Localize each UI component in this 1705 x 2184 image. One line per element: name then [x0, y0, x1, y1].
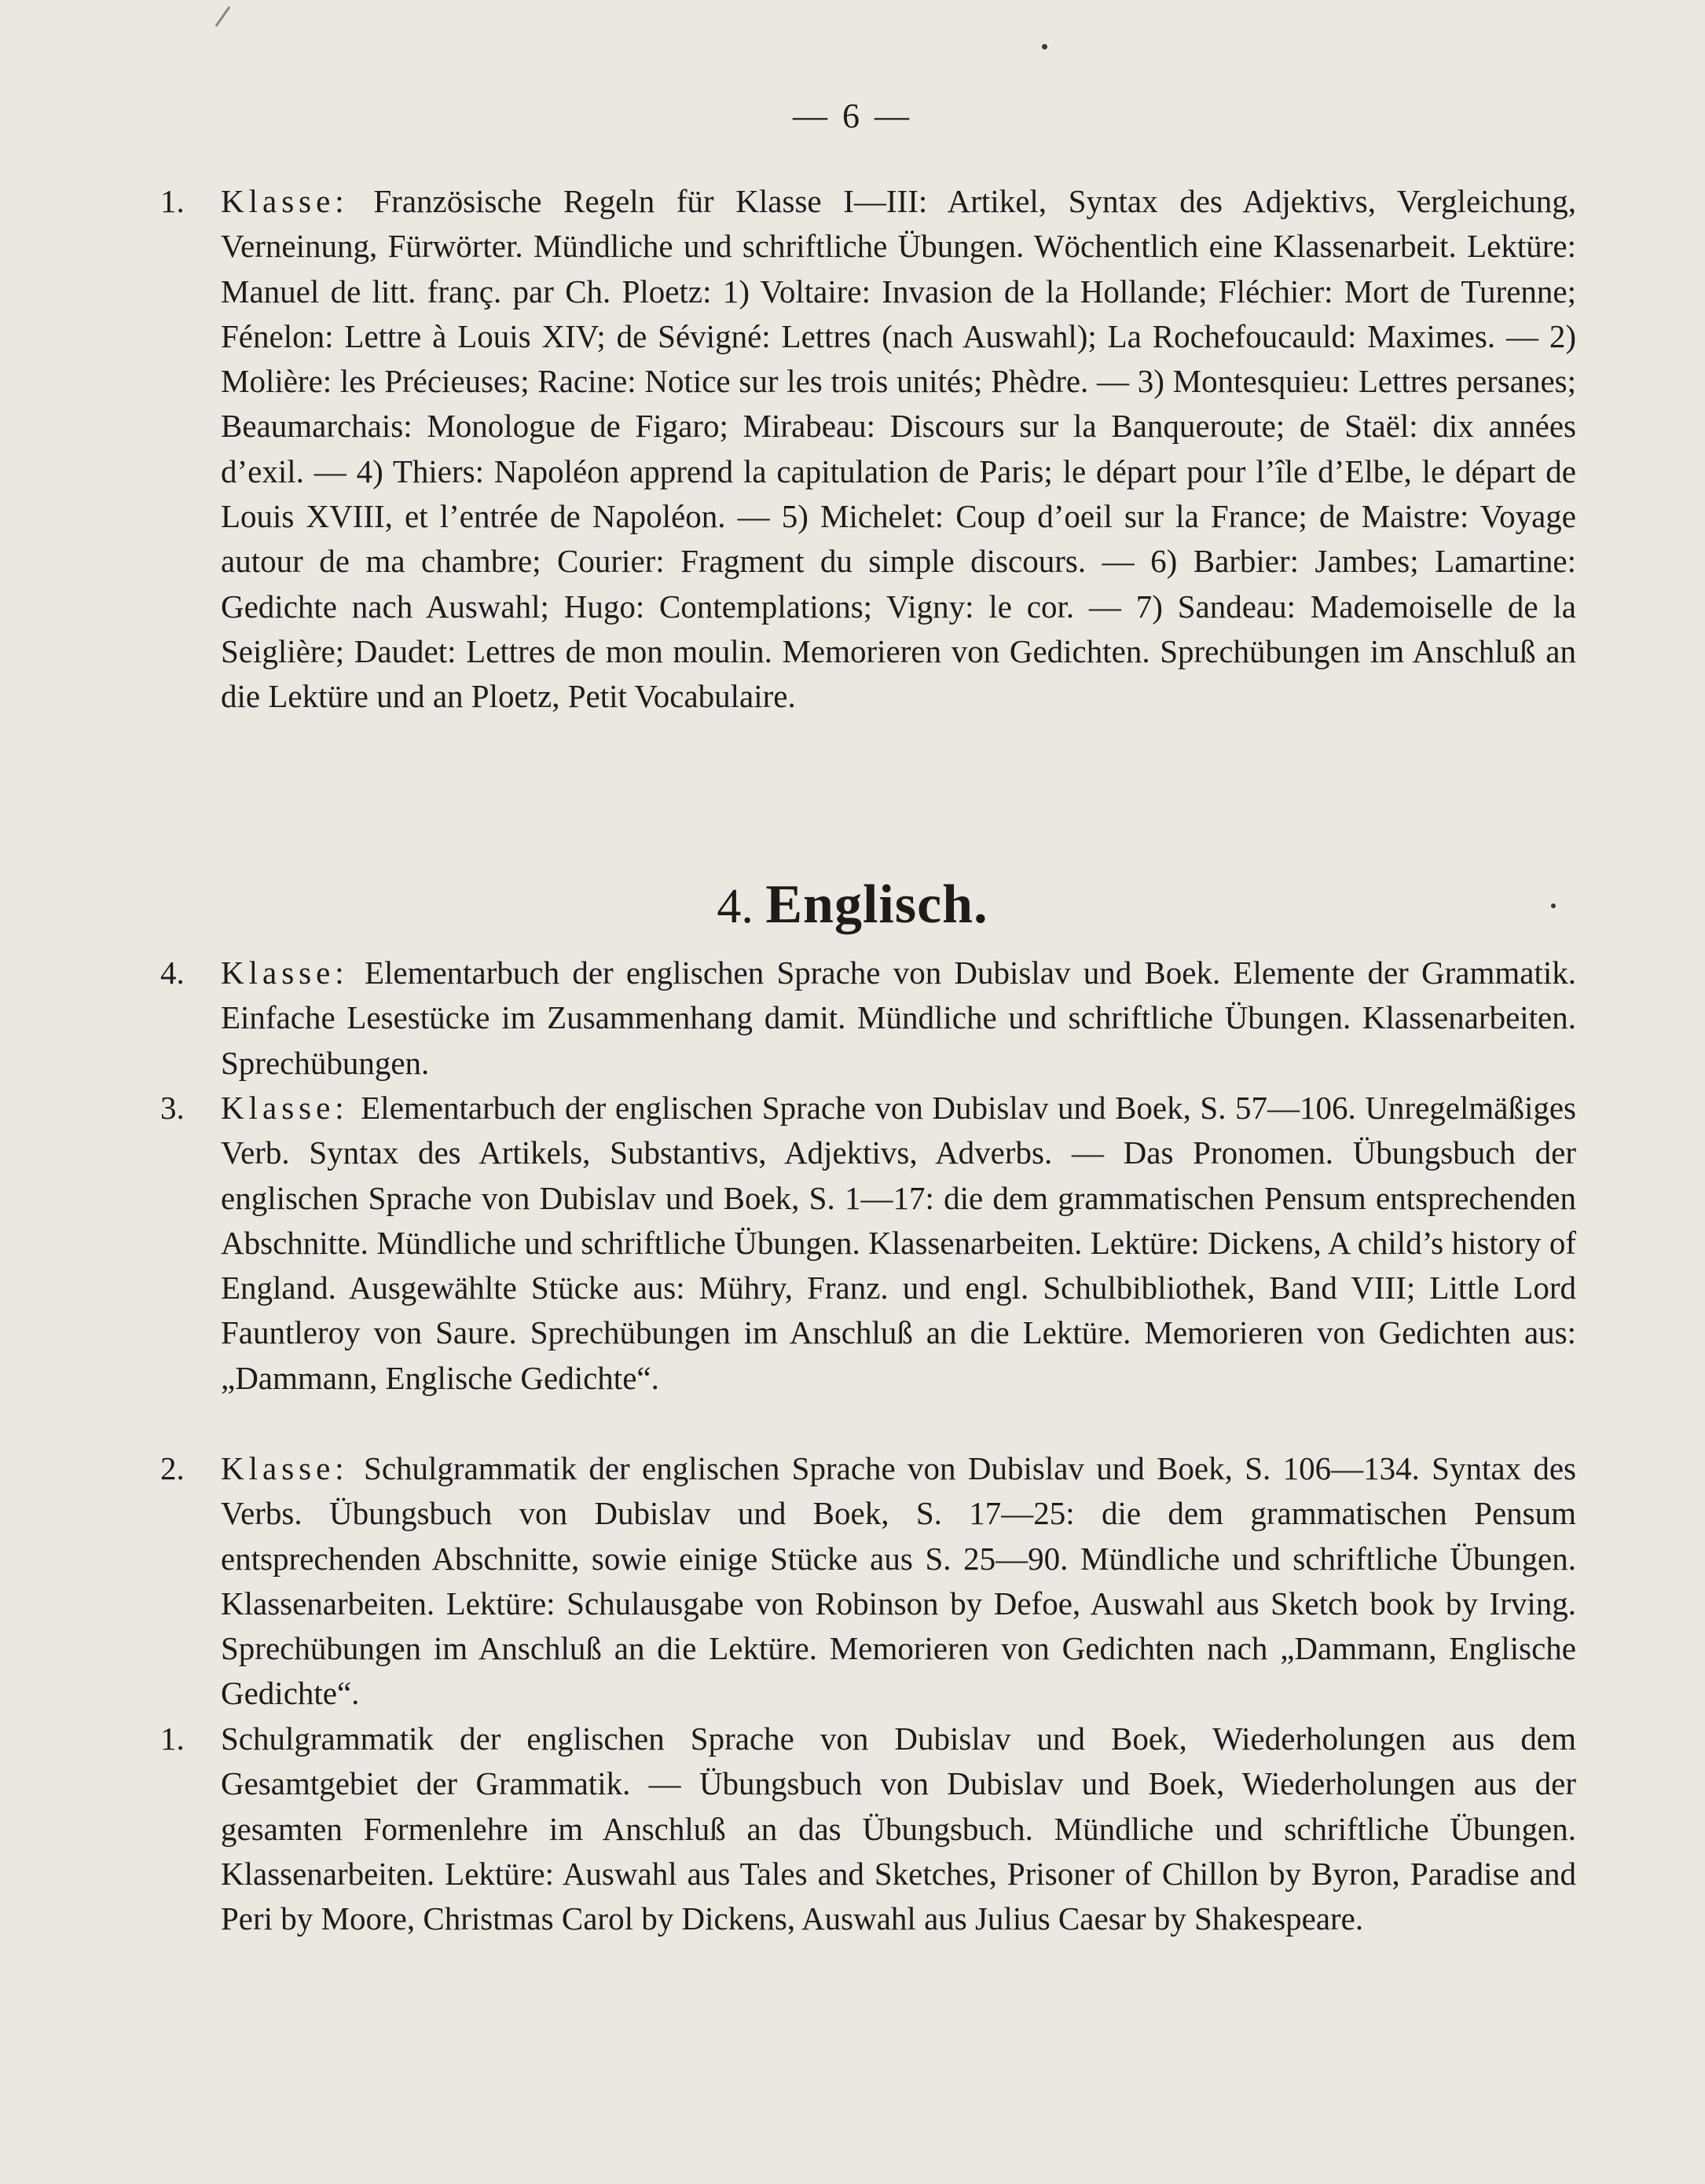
paragraph-text: Elementarbuch der englischen Sprache von Dubislav und Boek, S. 57—106. Unregelmäßiges Verb. Syntax des Artikels, Substantivs, Adjektivs, Adverbs. — Das Pronomen. Übungsbuch der englischen Sprache von Dubislav und Boek, S. 1—17: die dem grammatischen Pensum entsprechenden Abschnitte. Mündliche und schriftliche Übungen. Klassenarbeiten. Lektüre: Dickens, A child’s history of England. Ausgewählte Stücke aus: Mühry, Franz. und engl. Schulbibliothek, Band VIII; Little Lord Fauntleroy von Saure. Sprechübungen im Anschluß an die Lektüre. Memorieren von Gedichten aus: „Dammann, Englische Gedichte“. — [221, 1090, 1577, 1396]
english-class-1-paragraph — [162, 1717, 1576, 1941]
paragraph-text: Schulgrammatik der englischen Sprache von Dubislav und Boek, S. 106—134. Syntax des Verbs. Übungsbuch von Dubislav und Boek, S. 17—25: die dem grammatischen Pensum entsprechenden Abschnitte, sowie einige Stücke aus S. 25—90. Mündliche und schriftliche Übungen. Klassenarbeiten. Lektüre: Schulausgabe von Robinson by Defoe, Auswahl aus Sketch book by Irving. Sprechübungen im Anschluß an die Lektüre. Memorieren von Gedichten nach „Dammann, Englische Gedichte“. — [221, 1450, 1577, 1712]
paragraph-text: Schulgrammatik der englischen Sprache von Dubislav und Boek, Wiederholungen aus dem Gesamtgebiet der Grammatik. — Übungsbuch von Dubislav und Boek, Wiederholungen aus der gesamten Formenlehre im Anschluß an das Übungsbuch. Mündliche und schriftliche Übungen. Klassenarbeiten. Lektüre: Auswahl aus Tales and Sketches, Prisoner of Chillon by Byron, Paradise and Peri by Moore, Christmas Carol by Dickens, Auswahl aus Julius Caesar by Shakespeare. — [221, 1720, 1576, 1937]
section-number: 4. — [717, 880, 754, 933]
english-class-2-paragraph — [162, 1446, 1576, 1717]
klasse-label: Klasse: — [221, 1090, 349, 1126]
paper-speck — [1042, 44, 1047, 49]
french-class-1-paragraph — [162, 179, 1576, 720]
english-class-3-paragraph — [162, 1086, 1576, 1401]
klasse-label: Klasse: — [221, 183, 349, 219]
class-number: 1. — [160, 1720, 185, 1757]
klasse-label: Klasse: — [221, 955, 349, 991]
klasse-label: Klasse: — [221, 1450, 349, 1486]
class-number: 2. — [160, 1450, 185, 1486]
section-heading — [0, 874, 1705, 938]
class-number: 4. — [160, 955, 185, 991]
class-number: 3. — [160, 1090, 185, 1126]
paragraph-text: Französische Regeln für Klasse I—III: Artikel, Syntax des Adjektivs, Vergleichung, Verneinung, Fürwörter. Mündliche und schriftliche Übungen. Wöchentlich eine Klassenarbeit. Lektüre: Manuel de litt. franç. par Ch. Ploetz: 1) Voltaire: Invasion de la Hollande; Fléchier: Mort de Turenne; Fénelon: Lettre à Louis XIV; de Sévigné: Lettres (nach Auswahl); La Rochefoucauld: Maximes. — 2) Molière: les Précieuses; Racine: Notice sur les trois unités; Phèdre. — 3) Montesquieu: Lettres persanes; Beaumarchais: Monologue de Figaro; Mirabeau: Discours sur la Banqueroute; de Staël: dix années d’exil. — 4) Thiers: Napoléon apprend la capitulation de Paris; le départ pour l’île d’Elbe, le départ de Louis XVIII, et l’entrée de Napoléon. — 5) Michelet: Coup d’oeil sur la France; de Maistre: Voyage autour de ma chambre; Courier: Fragment du simple discours. — 6) Barbier: Jambes; Lamartine: Gedichte nach Auswahl; Hugo: Contemplations; Vigny: le cor. — 7) Sandeau: Mademoiselle de la Seiglière; Daudet: Lettres de mon moulin. Memorieren von Gedichten. Sprechübungen im Anschluß an die Lektüre und an Ploetz, Petit Vocabulaire. — [221, 183, 1576, 715]
paper-mark — [215, 6, 231, 27]
class-number: 1. — [160, 183, 185, 219]
paragraph-text: Elementarbuch der englischen Sprache von Dubislav und Boek. Elemente der Grammatik. Einfache Lesestücke im Zusammenhang damit. Mündliche und schriftliche Übungen. Klassenarbeiten. Sprechübungen. — [221, 955, 1577, 1081]
section-title: Englisch. — [765, 874, 988, 935]
english-class-4-paragraph — [162, 951, 1576, 1086]
page-number: — 6 — — [793, 97, 912, 135]
